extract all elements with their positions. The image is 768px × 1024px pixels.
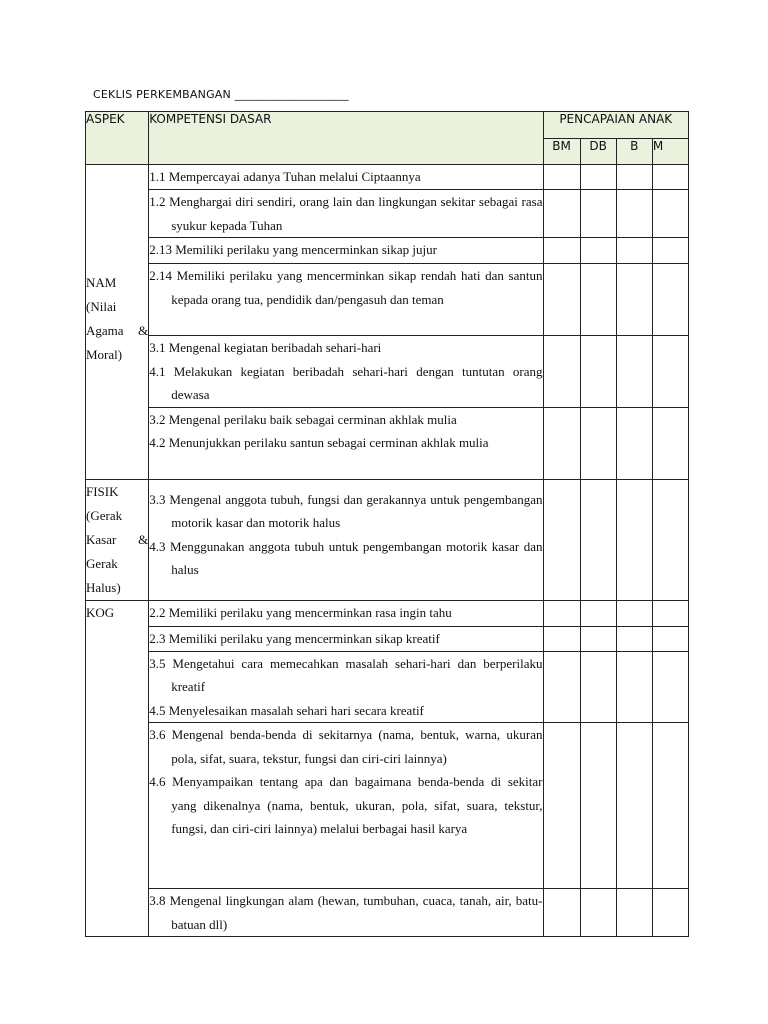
kd-item: 1.1 Mempercayai adanya Tuhan melalui Ciptaannya <box>149 169 421 184</box>
kd-item: 3.1 Mengenal kegiatan beribadah sehari-hari <box>149 340 382 355</box>
kd-item: 4.5 Menyelesaikan masalah sehari hari secara kreatif <box>149 702 424 718</box>
checkbox-b[interactable] <box>616 407 652 479</box>
checkbox-m[interactable] <box>652 651 688 723</box>
kd-item: 4.2 Menunjukkan perilaku santun sebagai cerminan akhlak mulia <box>149 435 489 450</box>
kd-item: 2.2 Memiliki perilaku yang mencerminkan rasa ingin tahu <box>149 604 452 620</box>
kd-item: 3.5 Mengetahui cara memecahkan masalah sehari-hari dan berperilaku kreatif <box>149 655 543 694</box>
checkbox-bm[interactable] <box>543 264 580 336</box>
kd-item: 3.8 Mengenal lingkungan alam (hewan, tumbuhan, cuaca, tanah, air, batu-batuan dll) <box>149 893 543 932</box>
kd-item: 1.2 Menghargai diri sendiri, orang lain dan lingkungan sekitar sebagai rasa syukur kepada Tuhan <box>149 194 543 233</box>
checkbox-bm[interactable] <box>543 889 580 937</box>
kd-item: 4.3 Menggunakan anggota tubuh untuk pengembangan motorik kasar dan halus <box>149 538 543 577</box>
checkbox-db[interactable] <box>580 238 616 264</box>
checkbox-db[interactable] <box>580 336 616 408</box>
checklist-table <box>85 111 689 937</box>
kd-row <box>149 600 543 626</box>
kd-row <box>149 479 543 600</box>
checkbox-db[interactable] <box>580 651 616 723</box>
checkbox-db[interactable] <box>580 165 616 190</box>
checkbox-db[interactable] <box>580 600 616 626</box>
checkbox-db[interactable] <box>580 723 616 889</box>
checkbox-db[interactable] <box>580 264 616 336</box>
checkbox-b[interactable] <box>616 600 652 626</box>
kd-row <box>149 626 543 651</box>
checkbox-m[interactable] <box>652 238 688 264</box>
checkbox-m[interactable] <box>652 336 688 408</box>
kd-item: 3.2 Mengenal perilaku baik sebagai cerminan akhlak mulia <box>149 411 457 427</box>
kd-item: 3.6 Mengenal benda-benda di sekitarnya (nama, bentuk, warna, ukuran pola, sifat, suara, tekstur, fungsi dan ciri-ciri lainnya) <box>149 727 543 766</box>
checkbox-m[interactable] <box>652 479 688 600</box>
checkbox-m[interactable] <box>652 264 688 336</box>
checkbox-m[interactable] <box>652 723 688 889</box>
kd-item: 4.1 Melakukan kegiatan beribadah sehari-hari dengan tuntutan orang dewasa <box>149 363 543 402</box>
checkbox-m[interactable] <box>652 190 688 238</box>
checkbox-b[interactable] <box>616 165 652 190</box>
kd-row <box>149 165 543 190</box>
checkbox-bm[interactable] <box>543 190 580 238</box>
checkbox-b[interactable] <box>616 238 652 264</box>
checkbox-m[interactable] <box>652 600 688 626</box>
aspect-fisik <box>86 479 149 600</box>
checkbox-bm[interactable] <box>543 600 580 626</box>
header-level-m: M <box>652 139 688 165</box>
document-title: CEKLIS PERKEMBANGAN ____________________ <box>93 88 349 101</box>
header-kompetensi-dasar: KOMPETENSI DASAR <box>149 112 543 165</box>
checkbox-bm[interactable] <box>543 723 580 889</box>
kd-row <box>149 190 543 238</box>
header-level-b: B <box>616 139 652 165</box>
kd-row <box>149 264 543 336</box>
checkbox-db[interactable] <box>580 889 616 937</box>
checkbox-b[interactable] <box>616 651 652 723</box>
checkbox-b[interactable] <box>616 264 652 336</box>
kd-row <box>149 651 543 723</box>
checkbox-b[interactable] <box>616 889 652 937</box>
checkbox-b[interactable] <box>616 336 652 408</box>
header-aspek: ASPEK <box>86 112 149 165</box>
checkbox-db[interactable] <box>580 407 616 479</box>
header-pencapaian-anak: PENCAPAIAN ANAK <box>543 112 689 139</box>
checkbox-bm[interactable] <box>543 407 580 479</box>
checkbox-db[interactable] <box>580 190 616 238</box>
kd-item: 2.13 Memiliki perilaku yang mencerminkan sikap jujur <box>149 242 437 257</box>
checkbox-b[interactable] <box>616 626 652 651</box>
header-level-bm: BM <box>543 139 580 165</box>
checkbox-b[interactable] <box>616 190 652 238</box>
checkbox-bm[interactable] <box>543 165 580 190</box>
checkbox-bm[interactable] <box>543 479 580 600</box>
kd-item: 3.3 Mengenal anggota tubuh, fungsi dan gerakannya untuk pengembangan motorik kasar dan motorik halus <box>149 491 543 530</box>
kd-item: 2.14 Memiliki perilaku yang mencerminkan sikap rendah hati dan santun kepada orang tua, pendidik dan/pengasuh dan teman <box>149 268 543 307</box>
checkbox-m[interactable] <box>652 165 688 190</box>
kd-row <box>149 889 543 937</box>
aspect-fisik-label: FISIK (Gerak Kasar & Gerak Halus) <box>86 483 149 595</box>
aspect-kog-label: KOG <box>86 604 115 620</box>
aspect-nam <box>86 165 149 480</box>
checkbox-db[interactable] <box>580 626 616 651</box>
kd-item: 4.6 Menyampaikan tentang apa dan bagaimana benda-benda di sekitar yang dikenalnya (nama, bentuk, ukuran, pola, sifat, suara, tekstur, fungsi, dan ciri-ciri lainnya) melalui berbagai hasil karya <box>149 774 543 836</box>
kd-row <box>149 238 543 264</box>
checkbox-m[interactable] <box>652 889 688 937</box>
aspect-kog <box>86 600 149 937</box>
checkbox-bm[interactable] <box>543 238 580 264</box>
checkbox-bm[interactable] <box>543 336 580 408</box>
checkbox-b[interactable] <box>616 479 652 600</box>
checkbox-m[interactable] <box>652 626 688 651</box>
kd-item: 2.3 Memiliki perilaku yang mencerminkan sikap kreatif <box>149 630 440 646</box>
header-level-db: DB <box>580 139 616 165</box>
checkbox-bm[interactable] <box>543 651 580 723</box>
checkbox-bm[interactable] <box>543 626 580 651</box>
kd-row <box>149 336 543 408</box>
checkbox-db[interactable] <box>580 479 616 600</box>
kd-row <box>149 723 543 889</box>
checkbox-b[interactable] <box>616 723 652 889</box>
aspect-nam-label: NAM (Nilai Agama & Moral) <box>86 274 149 362</box>
kd-row <box>149 407 543 479</box>
checkbox-m[interactable] <box>652 407 688 479</box>
